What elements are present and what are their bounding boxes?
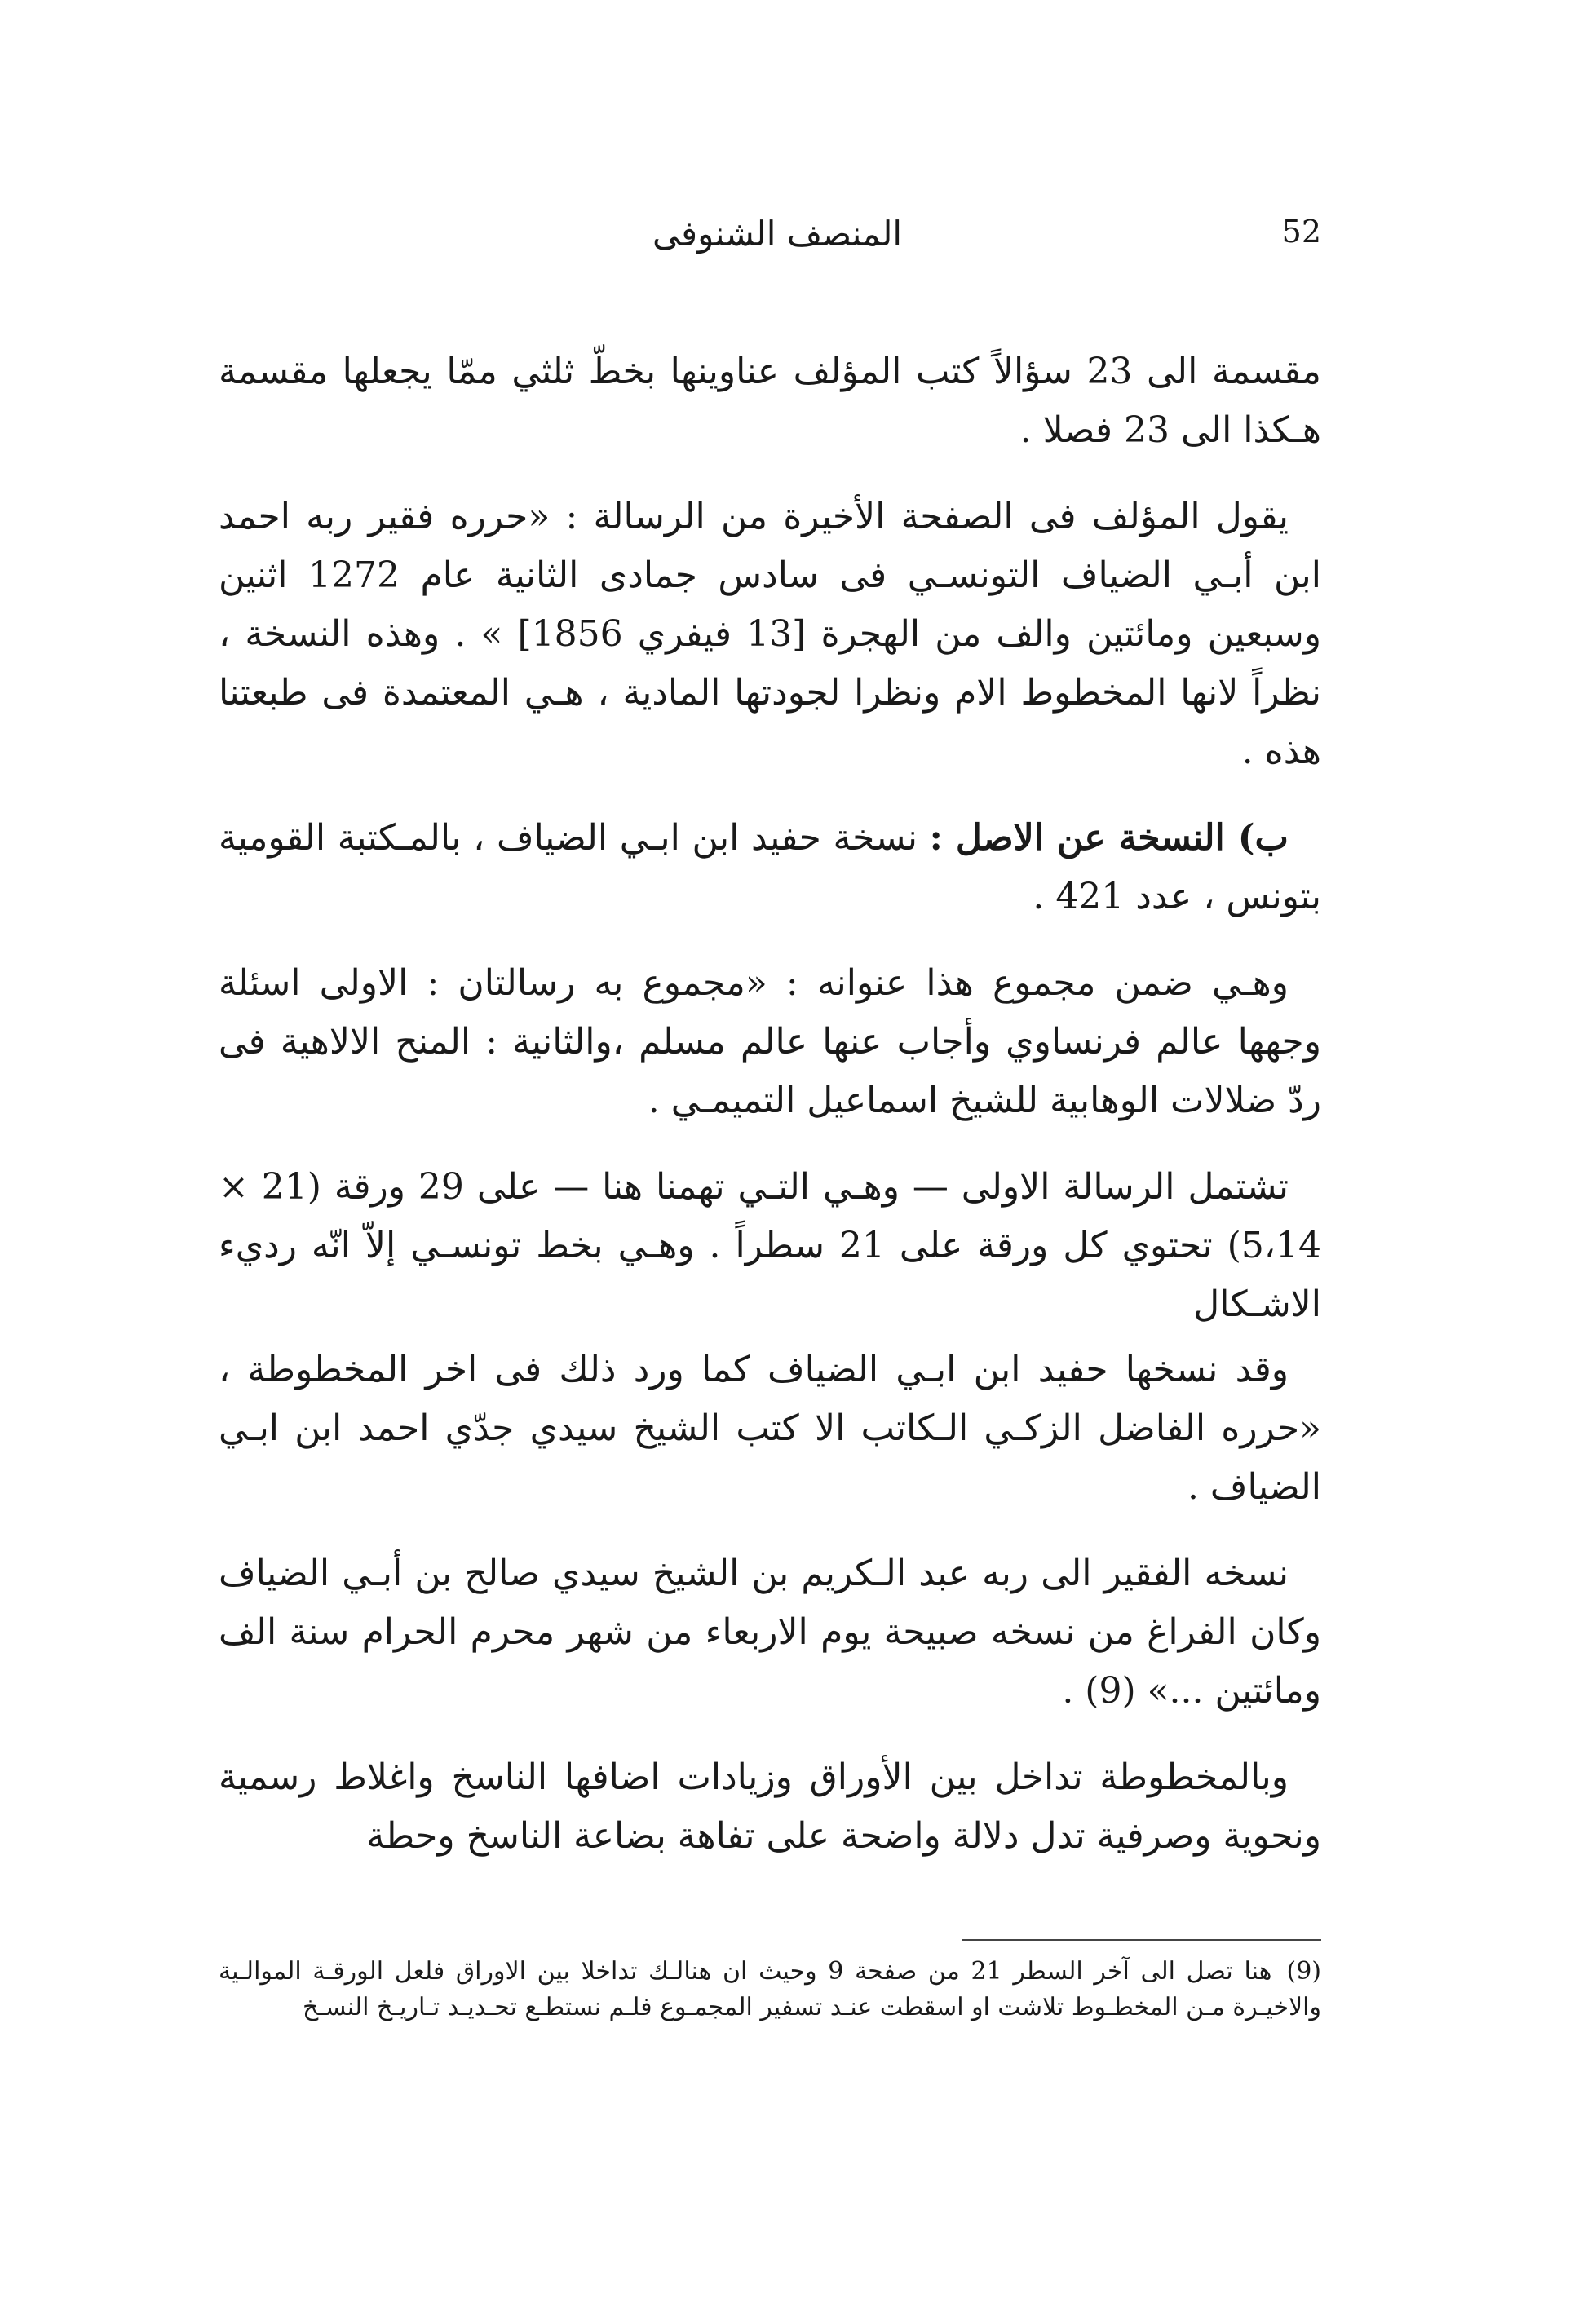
paragraph [219, 488, 1321, 781]
footnote-text: هنا تصل الى آخر السطر 21 من صفحة 9 وحيث ان هنالـك تداخلا بين الاوراق فلعل الورقـة الموالـية والاخيـرة مـن المخطـوط تلاشت او اسقطت عنـد تسفير المجمـوع فلـم نستطـع تحـديـد تـاريـخ النسـخ [219, 1957, 1321, 2021]
running-title: المنصف الشنوفى [652, 214, 903, 254]
footnote [219, 1954, 1321, 2026]
paragraph-text: نسخة حفيد ابن ابـي الضياف ، بالمـكتبة القومية بتونس ، عدد 421 . [219, 817, 1321, 917]
page-header [220, 214, 1321, 271]
paragraph-text: تشتمل الرسالة الاولى — وهـي التـي تهمنا هنا — على 29 ورقة (21 × 5،14) تحتوي كل ورقة على 21 سطراً . وهـي بخط تونسـي إلاّ انّه رديء الاشـكال [219, 1166, 1321, 1325]
paragraph-text: نسخه الفقير الى ربه عبد الـكريم بن الشيخ سيدي صالح بن أبـي الضياف وكان الفراغ من نسخه صبيحة يوم الاربعاء من شهر محرم الحرام سنة الف ومائتين ...» (9) . [219, 1553, 1321, 1712]
paragraph [219, 954, 1321, 1130]
paragraph-text: وهـي ضمن مجموع هذا عنوانه : «مجموع به رسالتان : الاولى اسئلة وجهها عالم فرنساوي وأجاب عنها عالم مسلم ،والثانية : المنح الالاهية فى ردّ ضلالات الوهابية للشيخ اسماعيل التميمـي . [219, 962, 1321, 1121]
paragraph [219, 1158, 1321, 1334]
page-number: 52 [1281, 214, 1321, 250]
paragraph [219, 342, 1321, 460]
paragraph-text: مقسمة الى 23 سؤالاً كتب المؤلف عناوينها بخطّ ثلثي ممّا يجعلها مقسمة هـكذا الى 23 فصلا . [219, 351, 1321, 451]
paragraph-text: وبالمخطوطة تداخل بين الأوراق وزيادات اضافها الناسخ واغلاط رسمية ونحوية وصرفية تدل دلالة واضحة على تفاهة بضاعة الناسخ وحطة [219, 1756, 1321, 1857]
paragraph [219, 1544, 1321, 1721]
footnote-marker: (9) [1286, 1957, 1321, 1986]
paragraph [219, 809, 1321, 926]
paragraph-text: يقول المؤلف فى الصفحة الأخيرة من الرسالة : «حرره فقير ربه احمد ابن أبـي الضياف التونسـي فى سادس جمادى الثانية عام 1272 اثنين وسبعين ومائتين والف من الهجرة [13 فيفري 1856] » . وهذه النسخة ، نظراً لانها المخطوط الام ونظرا لجودتها المادية ، هـي المعتمدة فى طبعتنا هذه . [219, 496, 1321, 772]
paragraph-text: وقد نسخها حفيد ابن ابـي الضياف كما ورد ذلك فى اخر المخطوطة ، «حرره الفاضل الزكـي الـكاتب الا كتب الشيخ سيدي جدّي احمد ابن ابـي الضياف . [219, 1349, 1321, 1508]
footnote-divider [962, 1939, 1321, 1941]
paragraph [219, 1341, 1321, 1517]
section-term: ب) النسخة عن الاصل : [929, 817, 1289, 859]
paragraph [219, 1748, 1321, 1866]
body-text [219, 342, 1321, 1893]
